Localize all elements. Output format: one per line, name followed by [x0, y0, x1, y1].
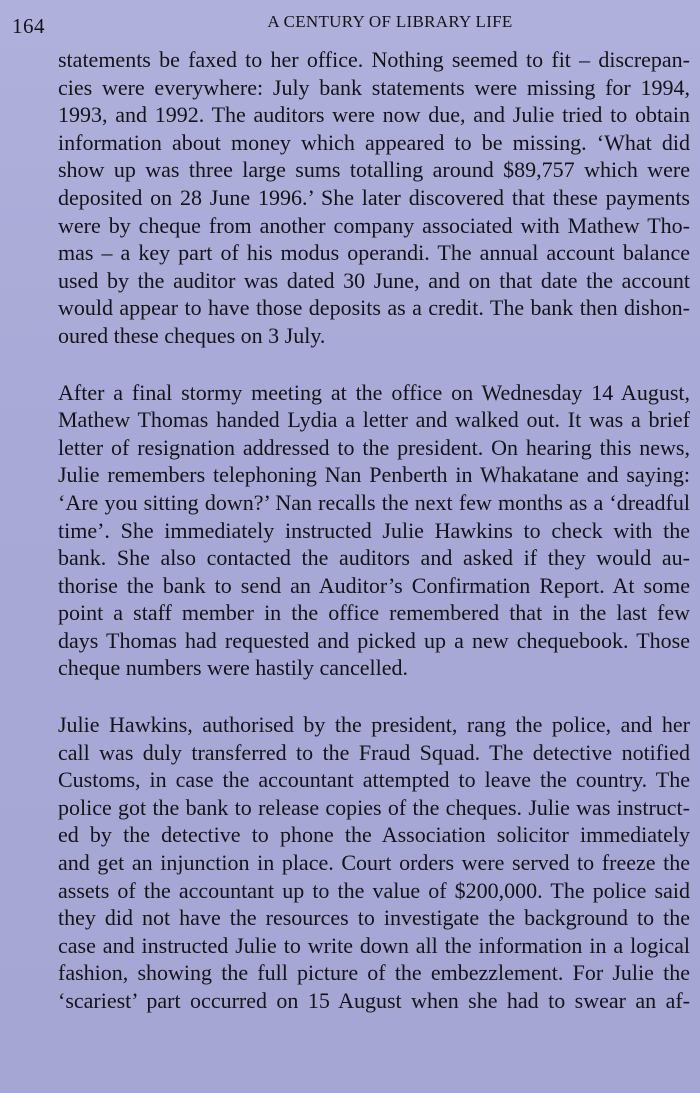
text-line: deposited on 28 June 1996.’ She later discovered that these payments	[58, 184, 690, 210]
text-line: days Thomas had requested and picked up a new chequebook. Those	[58, 627, 690, 653]
text-line: mas – a key part of his modus operandi. The annual account balance	[58, 240, 690, 266]
body-text	[58, 46, 690, 1044]
text-line: bank. She also contacted the auditors and asked if they would au-	[58, 545, 690, 571]
page-number: 164	[12, 14, 45, 38]
running-head: A CENTURY OF LIBRARY LIFE	[267, 12, 513, 31]
text-line: information about money which appeared to be missing. ‘What did	[58, 129, 690, 155]
text-line: cies were everywhere: July bank statements were missing for 1994,	[58, 74, 690, 100]
text-line: police got the bank to release copies of the cheques. Julie was instruct-	[58, 794, 690, 820]
text-line: used by the auditor was dated 30 June, and on that date the account	[58, 267, 690, 293]
text-line: Customs, in case the accountant attempted to leave the country. The	[58, 767, 690, 793]
text-line: ‘scariest’ part occurred on 15 August when she had to swear an af-	[58, 988, 690, 1013]
text-line: would appear to have those deposits as a credit. The bank then dishon-	[58, 295, 690, 321]
text-line: show up was three large sums totalling around $89,757 which were	[58, 157, 690, 183]
text-line: point a staff member in the office remembered that in the last few	[58, 600, 690, 626]
text-line: thorise the bank to send an Auditor’s Confirmation Report. At some	[58, 572, 690, 598]
text-line: assets of the accountant up to the value of $200,000. The police said	[58, 877, 690, 903]
paragraph	[58, 379, 690, 683]
text-line: fashion, showing the full picture of the embezzlement. For Julie the	[58, 960, 690, 986]
text-line: After a final stormy meeting at the office on Wednesday 14 August,	[58, 379, 690, 405]
text-line: ‘Are you sitting down?’ Nan recalls the next few months as a ‘dreadful	[58, 489, 690, 515]
text-line: call was duly transferred to the Fraud Squad. The detective notified	[58, 739, 690, 765]
text-line: and get an injunction in place. Court orders were served to freeze the	[58, 850, 690, 876]
text-line: time’. She immediately instructed Julie Hawkins to check with the	[58, 517, 690, 543]
text-line: Julie Hawkins, authorised by the president, rang the police, and her	[58, 712, 690, 738]
paragraph	[58, 711, 690, 1015]
text-line: ed by the detective to phone the Association solicitor immediately	[58, 822, 690, 848]
text-line: cheque numbers were hastily cancelled.	[58, 655, 409, 681]
text-line: Mathew Thomas handed Lydia a letter and walked out. It was a brief	[58, 407, 690, 433]
text-line: letter of resignation addressed to the president. On hearing this news,	[58, 434, 690, 460]
text-line: were by cheque from another company associated with Mathew Tho-	[58, 212, 690, 238]
text-line: 1993, and 1992. The auditors were now due, and Julie tried to obtain	[58, 102, 690, 128]
text-line: Julie remembers telephoning Nan Penberth in Whakatane and saying:	[58, 462, 690, 488]
text-line: case and instructed Julie to write down all the information in a logical	[58, 932, 690, 958]
text-line: oured these cheques on 3 July.	[58, 322, 326, 348]
text-line: statements be faxed to her office. Nothing seemed to fit – discrepan-	[58, 47, 690, 72]
paragraph	[58, 46, 690, 350]
text-line: they did not have the resources to investigate the background to the	[58, 905, 690, 931]
